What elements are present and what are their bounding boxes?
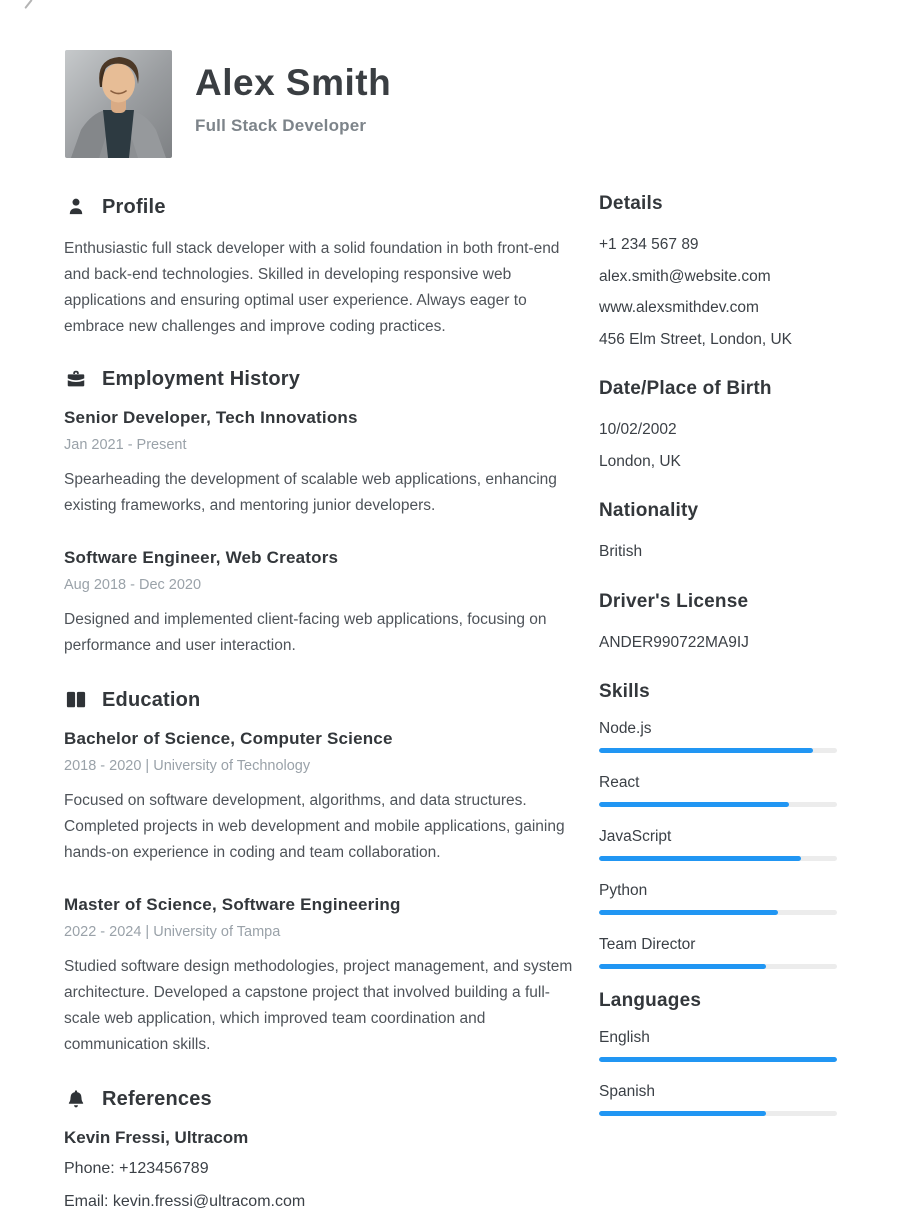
birth-place: London, UK [599,452,681,470]
license-value: ANDER990722MA9IJ [599,633,749,651]
language-bar-fill [599,1057,837,1062]
detail-website: www.alexsmithdev.com [599,299,759,316]
section-education-title: Education [102,688,201,711]
profile-text: Enthusiastic full stack developer with a solid foundation in both front-end and back-end technologies. Skilled in developing responsive web applications and ensuring optimal user experience. Always eager to embrace new challenges and improve coding practices. [64,240,560,335]
employment-entry [64,408,585,519]
language-bar-track [599,1111,837,1116]
profile-photo [65,50,172,158]
left-column [64,193,585,1225]
skill-label: JavaScript [599,828,672,845]
skill-bar-track [599,856,837,861]
skill-bar-fill [599,802,789,807]
language-row [599,1083,837,1116]
briefcase-icon [64,367,88,391]
detail-phone: +1 234 567 89 [599,236,699,253]
person-icon [64,195,88,219]
skill-row [599,720,837,753]
section-education-heading [64,688,585,712]
education-entry [64,729,585,866]
skill-bar-fill [599,856,801,861]
reference-email: Email: kevin.fressi@ultracom.com [64,1193,306,1211]
section-profile-title: Profile [102,195,166,218]
skill-bar-track [599,910,837,915]
education-entry-period: 2022 - 2024 | University of Tampa [64,924,281,940]
education-entry-title: Bachelor of Science, Computer Science [64,729,393,748]
candidate-name: Alex Smith [195,62,392,103]
skill-row [599,882,837,915]
details-heading: Details [599,193,663,214]
skill-row [599,828,837,861]
language-bar-fill [599,1111,766,1116]
education-entry [64,895,585,1058]
detail-email: alex.smith@website.com [599,267,771,285]
skill-bar-track [599,802,837,807]
nationality-section [599,500,837,568]
section-employment-title: Employment History [102,367,301,390]
employment-entry-title: Senior Developer, Tech Innovations [64,408,358,427]
education-entry-description: Studied software design methodologies, project management, and system architecture. Developed a capstone project that involved building a full-scale web application, which improved team coordination and communication skills. [64,958,573,1053]
employment-entry [64,548,585,659]
skill-bar-track [599,964,837,969]
language-bar-track [599,1057,837,1062]
resume-header [0,0,902,158]
language-label: English [599,1029,650,1046]
skill-bar-fill [599,748,813,753]
employment-entry-description: Designed and implemented client-facing web applications, focusing on performance and user interaction. [64,611,547,654]
section-employment-heading [64,367,585,391]
section-references-title: References [102,1087,212,1110]
language-label: Spanish [599,1083,656,1100]
section-profile-heading [64,195,585,219]
education-entry-title: Master of Science, Software Engineering [64,895,401,914]
skill-label: Node.js [599,720,652,737]
skill-row [599,936,837,969]
language-row [599,1029,837,1062]
birth-heading: Date/Place of Birth [599,378,772,399]
bell-icon [64,1087,88,1111]
skill-bar-track [599,748,837,753]
education-entry-period: 2018 - 2020 | University of Technology [64,758,311,774]
languages-heading: Languages [599,990,702,1011]
open-book-icon [64,688,88,712]
skill-row [599,774,837,807]
license-heading: Driver's License [599,590,749,612]
reference-name: Kevin Fressi, Ultracom [64,1128,249,1147]
skill-bar-fill [599,964,766,969]
resume-body [0,158,902,1225]
employment-entry-title: Software Engineer, Web Creators [64,548,339,567]
skill-bar-fill [599,910,778,915]
employment-entry-description: Spearheading the development of scalable web applications, enhancing existing frameworks, and mentoring junior developers. [64,471,557,514]
detail-address: 456 Elm Street, London, UK [599,330,793,348]
skill-label: Python [599,882,648,899]
languages-section [599,990,837,1116]
employment-entry-period: Jan 2021 - Present [64,437,187,453]
nationality-heading: Nationality [599,500,699,521]
candidate-job-title: Full Stack Developer [195,115,367,135]
employment-entry-period: Aug 2018 - Dec 2020 [64,577,202,593]
skill-label: React [599,774,640,791]
skills-section [599,681,837,969]
details-section [599,193,837,355]
right-column [599,193,837,1225]
nationality-value: British [599,543,643,560]
header-text-block [195,50,391,136]
license-section [599,591,837,659]
section-references-heading [64,1087,585,1111]
portrait-illustration [65,50,172,158]
skills-heading: Skills [599,681,650,702]
education-entry-description: Focused on software development, algorithms, and data structures. Completed projects in web development and mobile applications, gaining hands-on experience in coding and team collaboration. [64,792,565,861]
birth-date: 10/02/2002 [599,421,677,438]
skill-label: Team Director [599,936,696,953]
reference-phone: Phone: +123456789 [64,1160,209,1177]
birth-section [599,378,837,477]
